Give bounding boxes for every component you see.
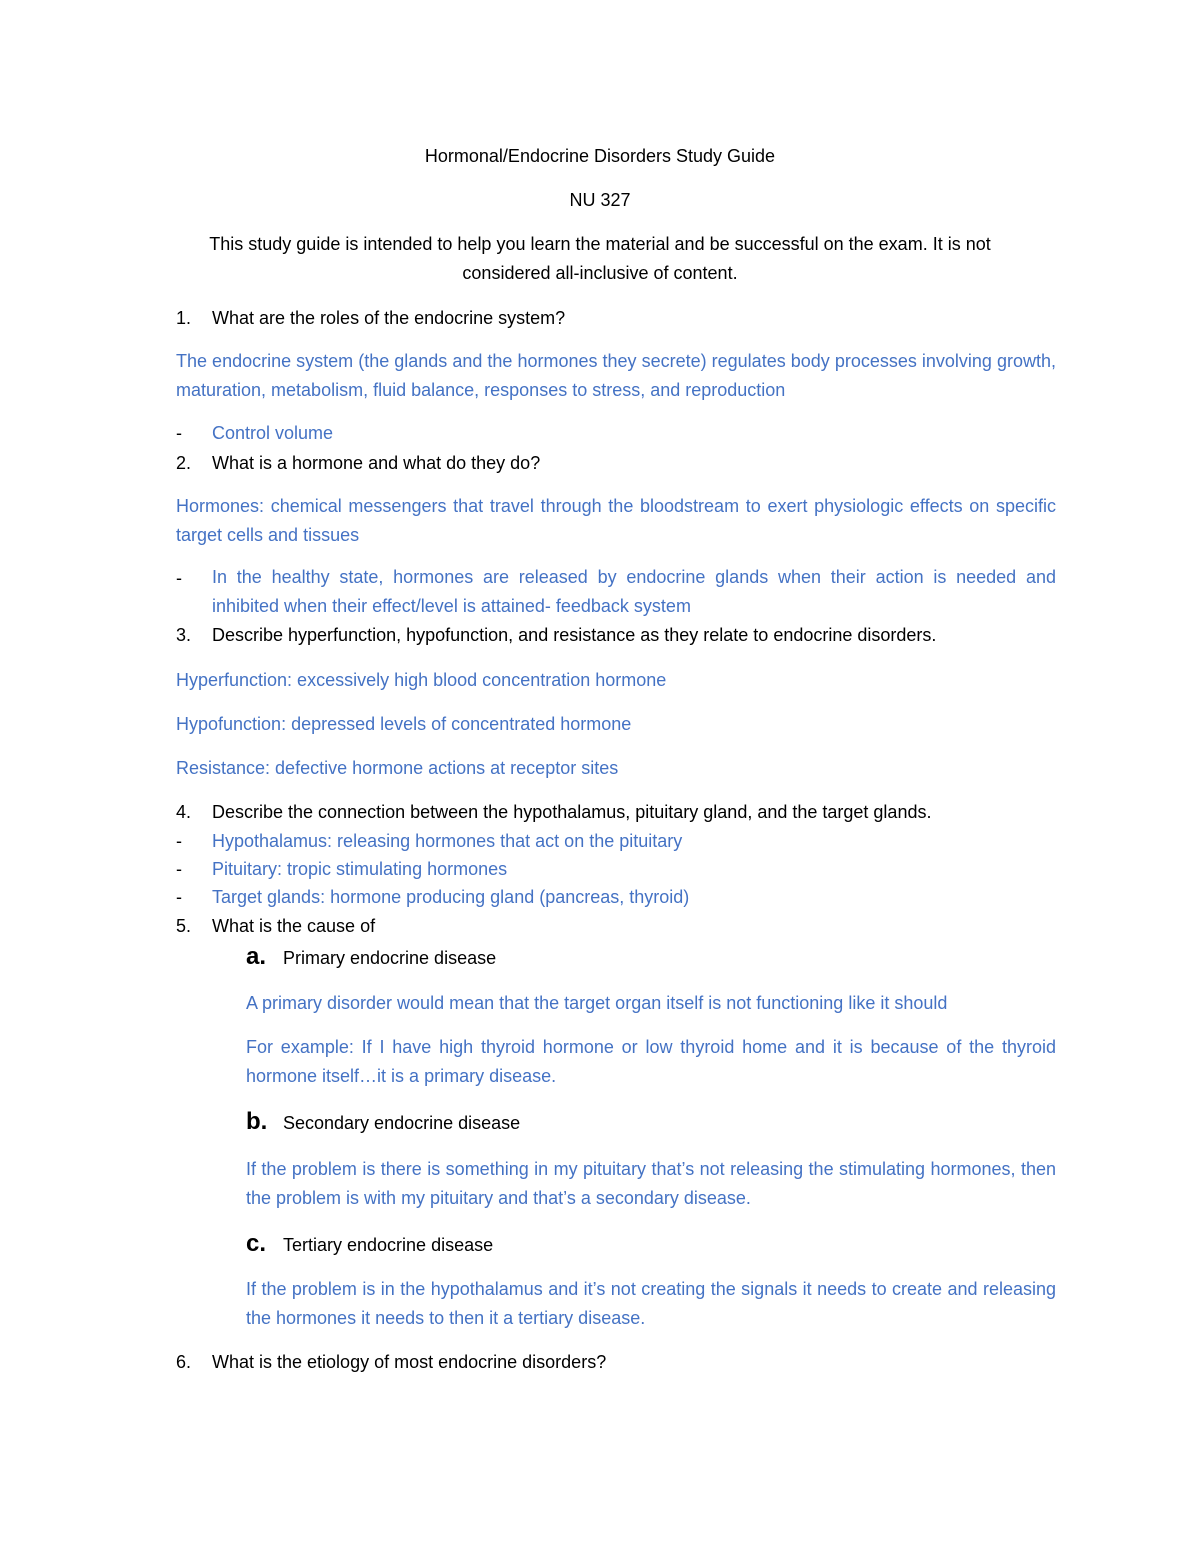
question-2: What is a hormone and what do they do? <box>212 453 541 473</box>
bullet-pituitary: Pituitary: tropic stimulating hormones <box>212 859 508 879</box>
subitem-letter-b: b. <box>246 1108 268 1135</box>
bullet-hypothalamus: Hypothalamus: releasing hormones that act on the pituitary <box>212 831 683 851</box>
question-6: What is the etiology of most endocrine disorders? <box>212 1352 607 1372</box>
bullet-marker: - <box>176 423 182 443</box>
bullet-marker: - <box>176 887 182 907</box>
intro-line-2: considered all-inclusive of content. <box>462 263 738 283</box>
bullet-target-glands: Target glands: hormone producing gland (pancreas, thyroid) <box>212 887 690 907</box>
subitem-letter-a: a. <box>246 943 267 970</box>
answer-hypofunction: Hypofunction: depressed levels of concentrated hormone <box>176 714 632 734</box>
question-number-4: 4. <box>176 802 192 822</box>
answer-primary-1: A primary disorder would mean that the target organ itself is not functioning like it should <box>246 993 948 1013</box>
subitem-primary-label: Primary endocrine disease <box>283 948 497 968</box>
answer-hyperfunction: Hyperfunction: excessively high blood concentration hormone <box>176 670 667 690</box>
subitem-secondary-label: Secondary endocrine disease <box>283 1113 521 1133</box>
question-number-6: 6. <box>176 1352 192 1372</box>
question-1: What are the roles of the endocrine system? <box>212 308 566 328</box>
question-number-5: 5. <box>176 916 192 936</box>
course-code: NU 327 <box>569 190 631 210</box>
answer-2: Hormones: chemical messengers that travel through the bloodstream to exert physiologic effects on specific target cells and tissues <box>176 496 1056 545</box>
bullet-control-volume: Control volume <box>212 423 334 443</box>
bullet-marker: - <box>176 831 182 851</box>
answer-secondary: If the problem is there is something in my pituitary that’s not releasing the stimulating hormones, then the problem is with my pituitary and that’s a secondary disease. <box>246 1159 1056 1208</box>
answer-primary-2: For example: If I have high thyroid hormone or low thyroid home and it is because of the thyroid hormone itself…it is a primary disease. <box>246 1037 1056 1086</box>
subitem-letter-c: c. <box>246 1230 267 1257</box>
intro-line-1: This study guide is intended to help you learn the material and be successful on the exam. It is not <box>209 234 991 254</box>
question-4: Describe the connection between the hypothalamus, pituitary gland, and the target glands. <box>212 802 932 822</box>
question-5: What is the cause of <box>212 916 376 936</box>
answer-1: The endocrine system (the glands and the hormones they secrete) regulates body processes involving growth, maturation, metabolism, fluid balance, responses to stress, and reproduction <box>176 351 1056 400</box>
bullet-feedback-system: In the healthy state, hormones are released by endocrine glands when their action is needed and inhibited when their effect/level is attained- feedback system <box>212 567 1056 616</box>
question-number-1: 1. <box>176 308 192 328</box>
bullet-marker: - <box>176 568 182 588</box>
question-3: Describe hyperfunction, hypofunction, and resistance as they relate to endocrine disorders. <box>212 625 937 645</box>
document-title: Hormonal/Endocrine Disorders Study Guide <box>424 146 776 166</box>
subitem-tertiary-label: Tertiary endocrine disease <box>283 1235 494 1255</box>
question-number-2: 2. <box>176 453 192 473</box>
question-number-3: 3. <box>176 625 192 645</box>
answer-tertiary: If the problem is in the hypothalamus and it’s not creating the signals it needs to create and releasing the hormones it needs to then it a tertiary disease. <box>246 1279 1056 1328</box>
bullet-marker: - <box>176 859 182 879</box>
answer-resistance: Resistance: defective hormone actions at receptor sites <box>176 758 619 778</box>
